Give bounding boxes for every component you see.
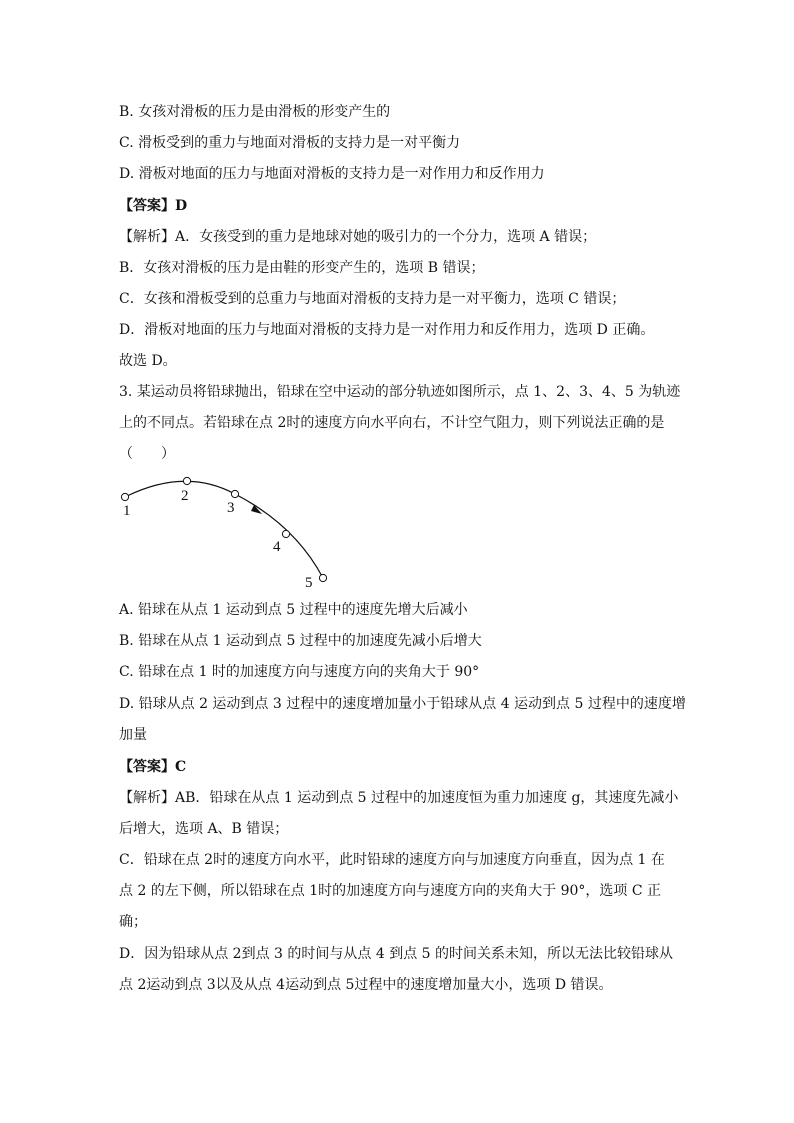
option-b: B. 铅球在从点 1 运动到点 5 过程中的加速度先减小后增大 xyxy=(119,633,482,649)
point-1 xyxy=(121,493,128,500)
label-4: 4 xyxy=(273,539,281,555)
point-4 xyxy=(282,530,289,537)
analysis-line: 【解析】A．女孩受到的重力是地球对她的吸引力的一个分力，选项 A 错误； xyxy=(119,229,597,245)
option-a: A. 铅球在从点 1 运动到点 5 过程中的速度先增大后减小 xyxy=(119,602,468,618)
answer: 【答案】C xyxy=(119,759,187,775)
label-5: 5 xyxy=(305,575,313,590)
trajectory-figure xyxy=(110,470,340,590)
point-3 xyxy=(231,490,238,497)
label-1: 1 xyxy=(123,503,131,519)
option-d: D. 铅球从点 2 运动到点 3 过程中的速度增加量小于铅球从点 4 运动到点 5 过程中的速度增 xyxy=(119,696,686,712)
analysis-line: 确； xyxy=(119,914,147,930)
answer-prev: 【答案】D xyxy=(119,198,188,214)
analysis-line: 【解析】AB．铅球在从点 1 运动到点 5 过程中的加速度恒为重力加速度 g，其速度先减小 xyxy=(119,790,679,806)
question-3-stem: 3. 某运动员将铅球抛出，铅球在空中运动的部分轨迹如图所示，点 1、2、3、4、5 为轨迹 xyxy=(119,384,681,400)
trajectory-curve xyxy=(125,481,323,578)
answer-parentheses: （ ） xyxy=(119,446,175,462)
option-d-prev: D. 滑板对地面的压力与地面对滑板的支持力是一对作用力和反作用力 xyxy=(119,166,545,182)
option-c: C. 铅球在点 1 时的加速度方向与速度方向的夹角大于 90° xyxy=(119,664,480,680)
label-3: 3 xyxy=(227,500,235,516)
point-2 xyxy=(183,477,190,484)
analysis-line: 点 2运动到点 3以及从点 4运动到点 5过程中的速度增加量大小，选项 D 错误。 xyxy=(119,977,613,993)
analysis-line: 后增大，选项 A、B 错误； xyxy=(119,821,289,837)
question-3-stem: 上的不同点。若铅球在点 2时的速度方向水平向右，不计空气阻力，则下列说法正确的是 xyxy=(119,415,665,431)
analysis-line: B．女孩对滑板的压力是由鞋的形变产生的，选项 B 错误； xyxy=(119,260,485,276)
analysis-line: D．因为铅球从点 2到点 3 的时间与从点 4 到点 5 的时间关系未知，所以无法比较铅球从 xyxy=(119,946,674,962)
option-c-prev: C. 滑板受到的重力与地面对滑板的支持力是一对平衡力 xyxy=(119,135,461,151)
option-d-cont: 加量 xyxy=(119,727,147,743)
analysis-conclusion: 故选 D。 xyxy=(119,353,177,369)
label-2: 2 xyxy=(181,488,189,504)
analysis-line: C．女孩和滑板受到的总重力与地面对滑板的支持力是一对平衡力，选项 C 错误； xyxy=(119,291,626,307)
analysis-line: C．铅球在点 2时的速度方向水平，此时铅球的速度方向与加速度方向垂直，因为点 1 在 xyxy=(119,852,665,868)
analysis-line: D．滑板对地面的压力与地面对滑板的支持力是一对作用力和反作用力，选项 D 正确。 xyxy=(119,322,655,338)
option-b-prev: B. 女孩对滑板的压力是由滑板的形变产生的 xyxy=(119,104,391,120)
point-5 xyxy=(319,574,326,581)
analysis-line: 点 2 的左下侧，所以铅球在点 1时的加速度方向与速度方向的夹角大于 90°，选项 C 正 xyxy=(119,883,662,899)
